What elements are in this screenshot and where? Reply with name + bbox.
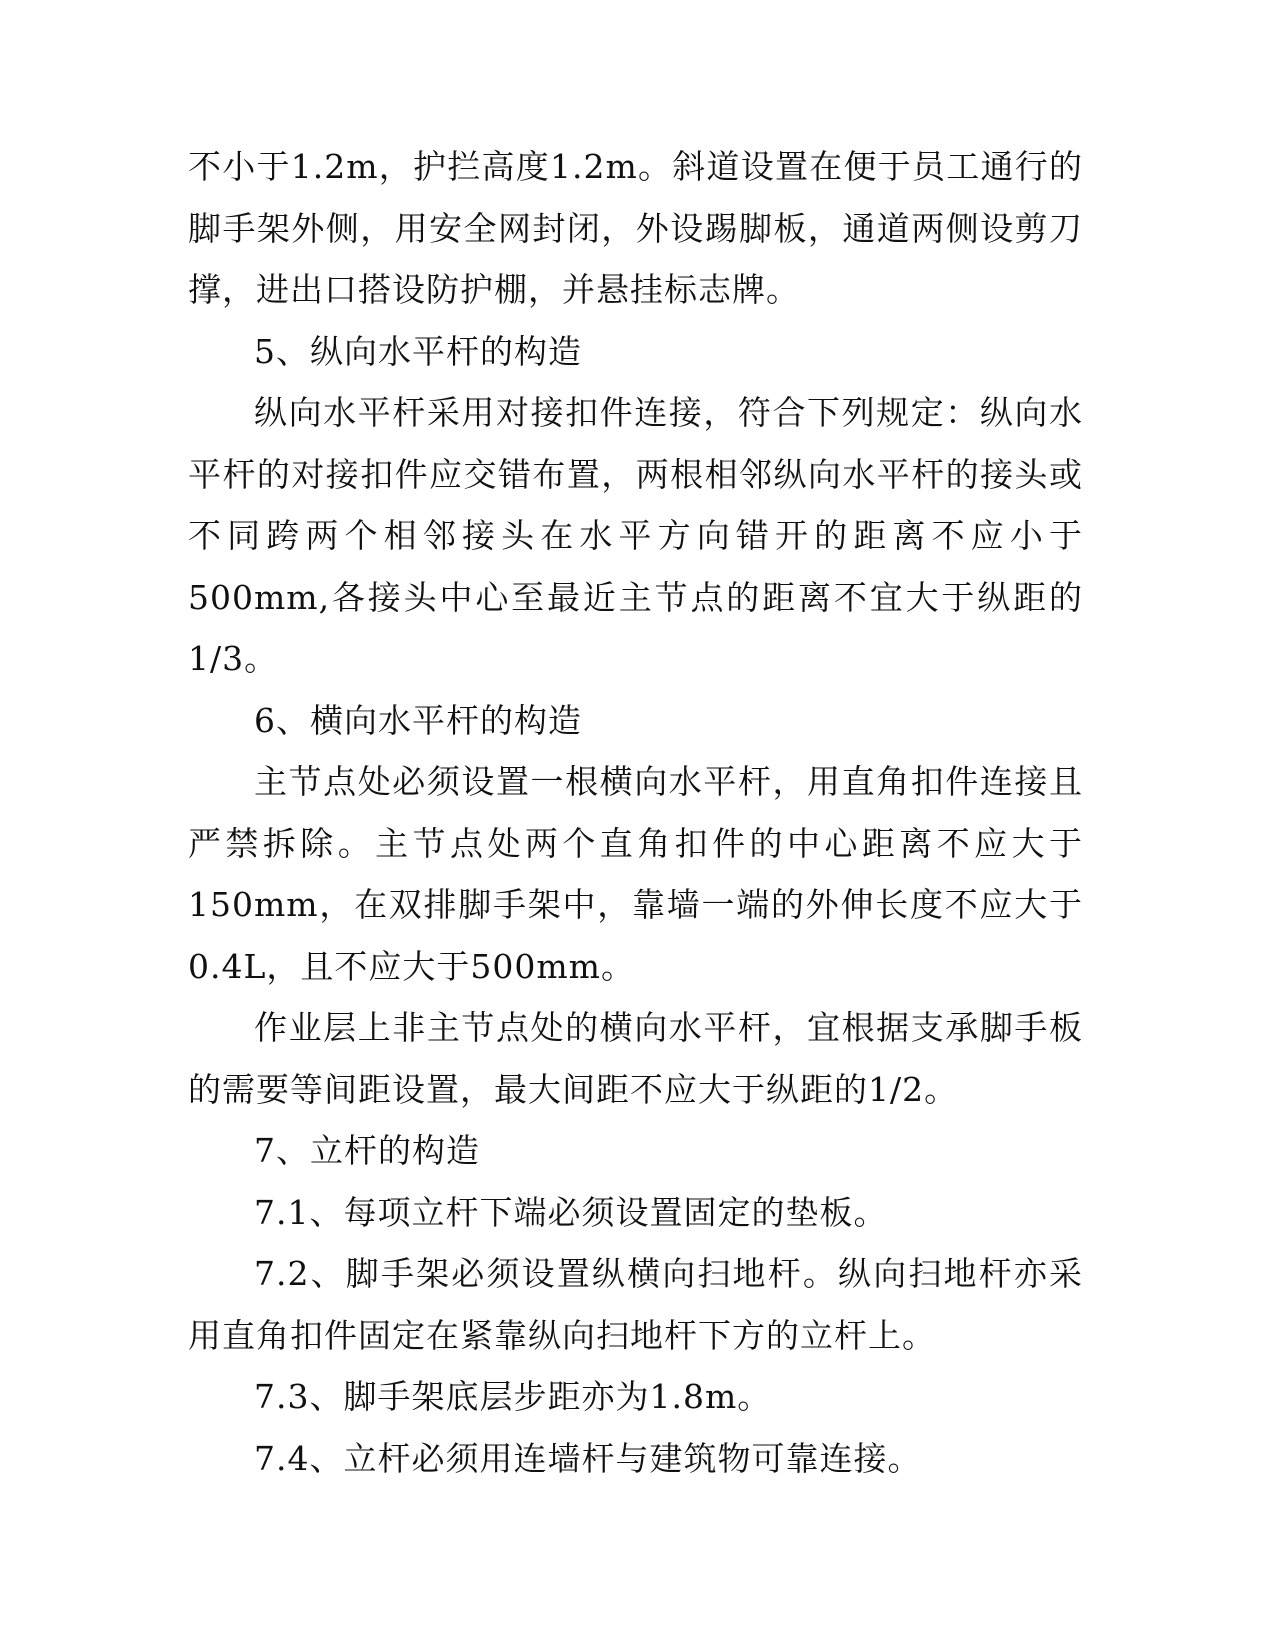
document-body [188,136,1083,1489]
section-heading-7: 7、立杆的构造 [254,1131,480,1170]
paragraph-ramp-continued: 不小于1.2m，护拦高度1.2m。斜道设置在便于员工通行的脚手架外侧，用安全网封闭，外设踢脚板，通道两侧设剪刀撑，进出口搭设防护棚，并悬挂标志牌。 [188,147,1083,309]
paragraph-7-1: 7.1、每项立杆下端必须设置固定的垫板。 [254,1192,888,1232]
paragraph-transverse-bar-main-node: 主节点处必须设置一根横向水平杆，用直角扣件连接且严禁拆除。主节点处两个直角扣件的中心距离不应大于150mm，在双排脚手架中，靠墙一端的外伸长度不应大于0.4L，且不应大于500mm。 [188,762,1083,986]
paragraph-transverse-bar-working-layer: 作业层上非主节点处的横向水平杆，宜根据支承脚手板的需要等间距设置，最大间距不应大于纵距的1/2。 [188,1008,1083,1109]
section-heading-5: 5、纵向水平杆的构造 [254,331,582,371]
paragraph-longitudinal-bar: 纵向水平杆采用对接扣件连接，符合下列规定：纵向水平杆的对接扣件应交错布置，两根相邻纵向水平杆的接头或不同跨两个相邻接头在水平方向错开的距离不应小于500mm,各接头中心至最近主节点的距离不宜大于纵距的1/3。 [188,393,1083,678]
section-heading-6: 6、横向水平杆的构造 [254,700,582,740]
paragraph-7-2: 7.2、脚手架必须设置纵横向扫地杆。纵向扫地杆亦采用直角扣件固定在紧靠纵向扫地杆下方的立杆上。 [188,1254,1083,1355]
paragraph-7-3: 7.3、脚手架底层步距亦为1.8m。 [254,1377,772,1416]
paragraph-7-4: 7.4、立杆必须用连墙杆与建筑物可靠连接。 [254,1438,922,1478]
